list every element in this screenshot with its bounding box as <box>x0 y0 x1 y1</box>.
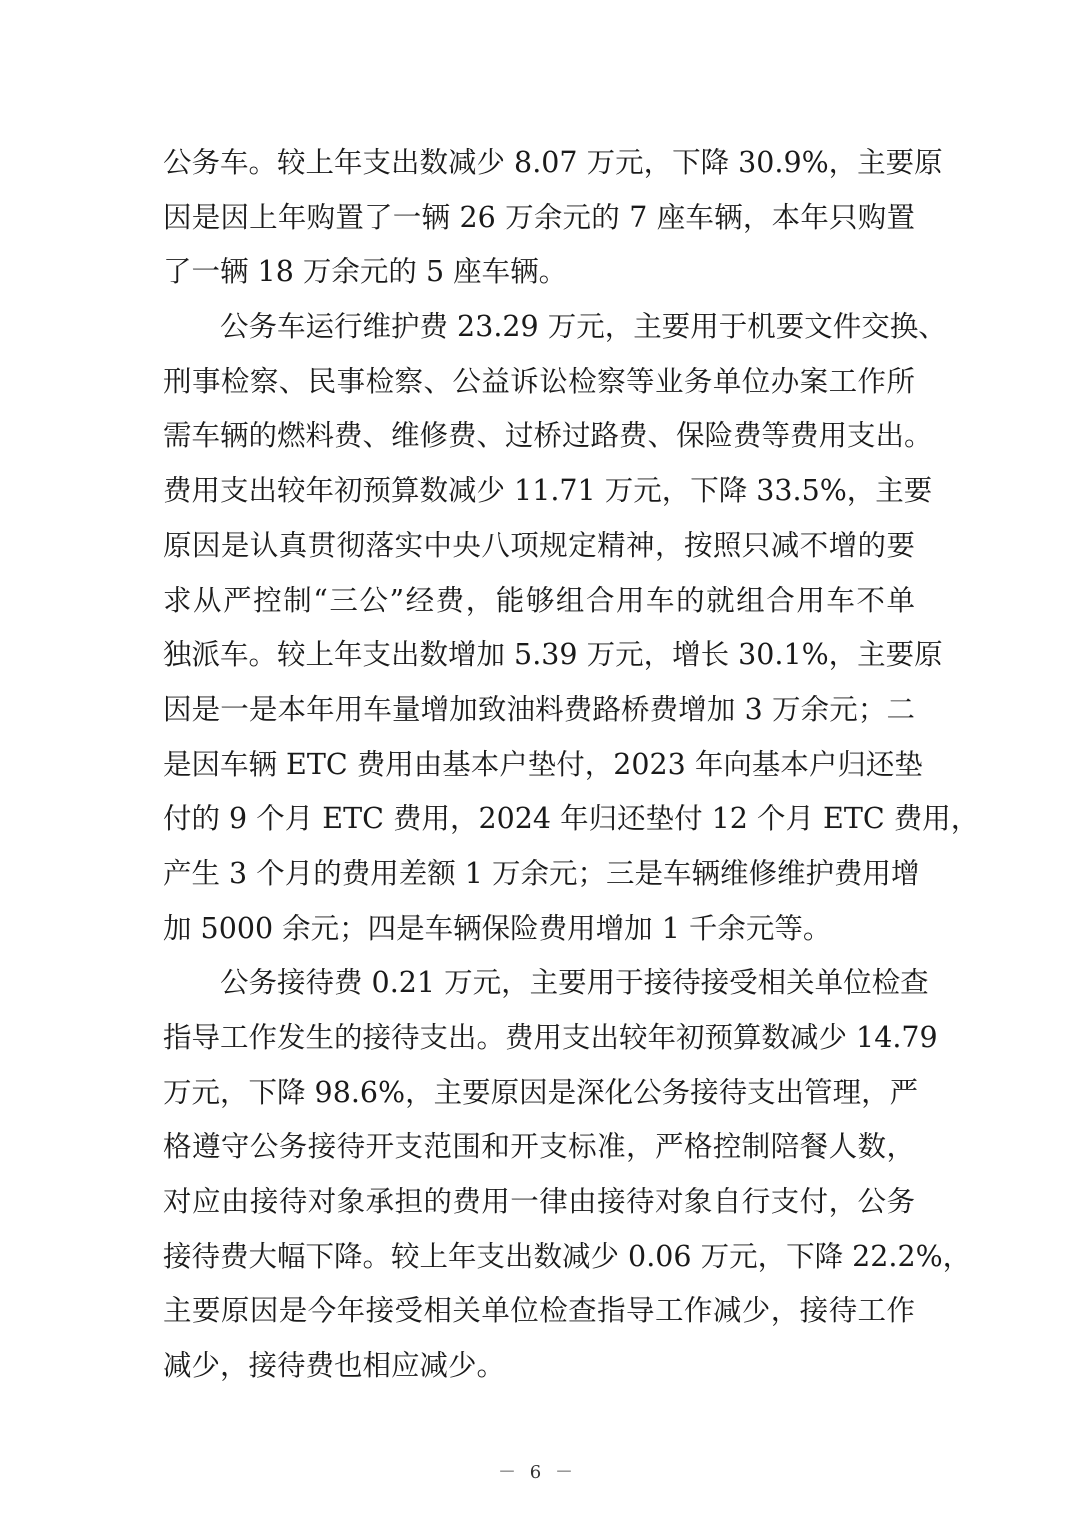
paragraph-first-line: 公务接待费 0.21 万元，主要用于接待接受相关单位检查 <box>220 966 929 1000</box>
text-line: 费用支出较年初预算数减少 11.71 万元，下降 33.5%，主要 <box>163 474 933 508</box>
text-line: 独派车。较上年支出数增加 5.39 万元，增长 30.1%，主要原 <box>163 638 943 672</box>
text-line: 求从严控制“三公”经费，能够组合用车的就组合用车不单 <box>163 583 915 617</box>
text-line: 减少，接待费也相应减少。 <box>163 1349 506 1383</box>
text-line: 万元，下降 98.6%，主要原因是深化公务接待支出管理，严 <box>163 1075 919 1109</box>
text-line: 了一辆 18 万余元的 5 座车辆。 <box>163 255 568 289</box>
text-line: 付的 9 个月 ETC 费用，2024 年归还垫付 12 个月 ETC 费用， <box>163 802 980 836</box>
text-line: 原因是认真贯彻落实中央八项规定精神，按照只减不增的要 <box>163 528 915 562</box>
text-line: 公务车。较上年支出数减少 8.07 万元，下降 30.9%，主要原 <box>163 146 943 179</box>
body-text <box>163 136 980 1394</box>
text-line: 指导工作发生的接待支出。费用支出较年初预算数减少 14.79 <box>163 1021 938 1054</box>
page-number: － 6 － <box>498 1462 577 1483</box>
text-line: 主要原因是今年接受相关单位检查指导工作减少，接待工作 <box>163 1294 915 1328</box>
text-line: 对应由接待对象承担的费用一律由接待对象自行支付，公务 <box>163 1185 915 1219</box>
text-line: 加 5000 余元；四是车辆保险费用增加 1 千余元等。 <box>163 911 832 945</box>
paragraph-first-line: 公务车运行维护费 23.29 万元，主要用于机要文件交换、 <box>220 310 947 344</box>
text-line: 格遵守公务接待开支范围和开支标准，严格控制陪餐人数， <box>163 1130 915 1164</box>
text-line: 刑事检察、民事检察、公益诉讼检察等业务单位办案工作所 <box>163 364 915 398</box>
text-line: 因是一是本年用车量增加致油料费路桥费增加 3 万余元；二 <box>163 692 915 726</box>
text-line: 因是因上年购置了一辆 26 万余元的 7 座车辆，本年只购置 <box>163 200 915 234</box>
text-line: 是因车辆 ETC 费用由基本户垫付，2023 年向基本户归还垫 <box>163 747 923 781</box>
text-line: 接待费大幅下降。较上年支出数减少 0.06 万元，下降 22.2%， <box>163 1239 972 1273</box>
text-line: 产生 3 个月的费用差额 1 万余元；三是车辆维修维护费用增 <box>163 856 920 890</box>
text-line: 需车辆的燃料费、维修费、过桥过路费、保险费等费用支出。 <box>163 419 933 453</box>
